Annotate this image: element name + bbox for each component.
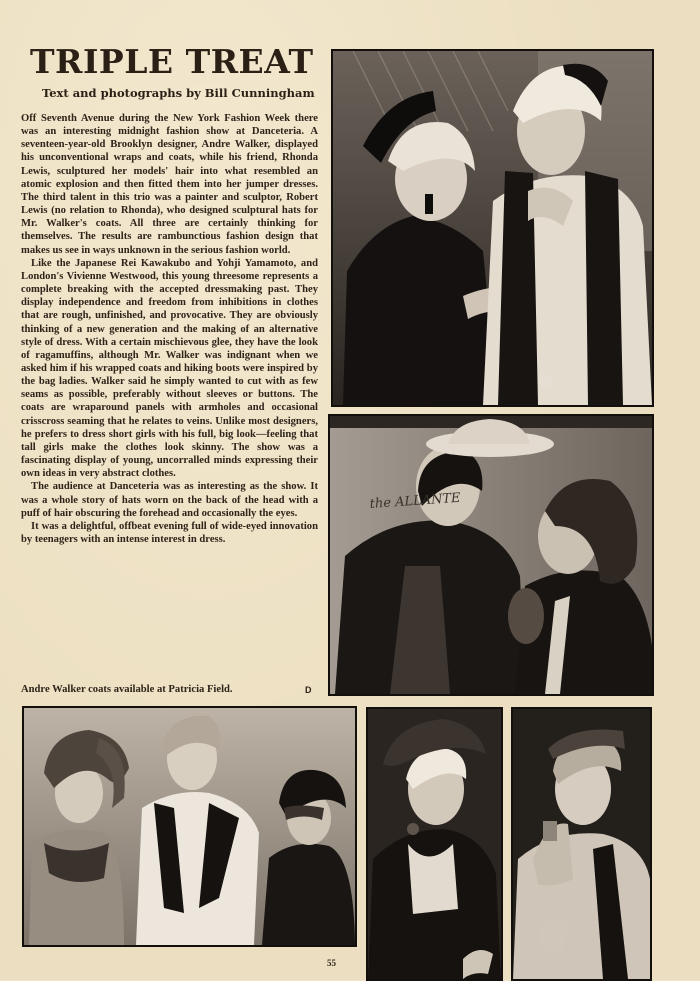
paragraph-3: The audience at Danceteria was as interesting as the show. It was a whole story of hats worn on the back of the head with a puff of hair obscuring the forehead and occasionally the eyes. bbox=[21, 481, 318, 519]
article-body bbox=[21, 112, 318, 546]
article-byline: Text and photographs by Bill Cunningham bbox=[42, 86, 315, 100]
photo-couple-hats bbox=[331, 49, 654, 407]
end-mark: D bbox=[305, 685, 312, 695]
photo-boy-drinking bbox=[511, 707, 652, 981]
availability-credit: Andre Walker coats available at Patricia Field. bbox=[21, 684, 233, 695]
photo-girl-in-hat bbox=[366, 707, 503, 981]
paragraph-4: It was a delightful, offbeat evening full of wide-eyed innovation by teenagers with an intense interest in dress. bbox=[21, 520, 318, 545]
page-number: 55 bbox=[327, 958, 336, 968]
photo-autograph: the ALLANTE bbox=[369, 490, 462, 512]
photo-hat-and-kiss bbox=[328, 414, 654, 696]
paragraph-2: Like the Japanese Rei Kawakubo and Yohji Yamamoto, and London's Vivienne Westwood, this young threesome represents a complete breaking with the accepted dressmaking past. They display independence and freedom from inhibitions in clothes that are rough, unfinished, and provocative. They are obviously thinking of a new generation and the making of an alternative style of dress. With a certain mischievous glee, they have the look of ragamuffins, although Mr. Walker was indignant when we asked him if his wrapped coats and hiking boots were inspired by the bag ladies. Walker said he simply wanted to cut with as few seams as possible, preferably without sleeves or buttons. The coats are wraparound panels with armholes and occasional crisscross seaming that he relates to veins. Unlike most designers, he prefers to dress short girls with his full, big look—feeling that tall girls make the clothes look skinny. The show was a fascinating display of young, uncorralled minds expressing their own ideas in very abstract clothes. bbox=[21, 257, 318, 480]
article-title: TRIPLE TREAT bbox=[30, 42, 314, 81]
photo-group-of-three bbox=[22, 706, 357, 947]
paragraph-1: Off Seventh Avenue during the New York Fashion Week there was an interesting midnight fashion show at Danceteria. A seventeen-year-old Brooklyn designer, Andre Walker, displayed his unconventional wraps and coats, while his friend, Rhonda Lewis, sculptured her models' hair into what resembled an atomic explosion and then fitted them into her jumper dresses. The third talent in this trio was a painter and sculptor, Robert Lewis (no relation to Rhonda), who designed sculptural hats for Mr. Walker's coats. All three are certainly thinking for themselves. The results are rambunctious fashion design that makes us see in ways unknown in the serious fashion world. bbox=[21, 113, 318, 256]
